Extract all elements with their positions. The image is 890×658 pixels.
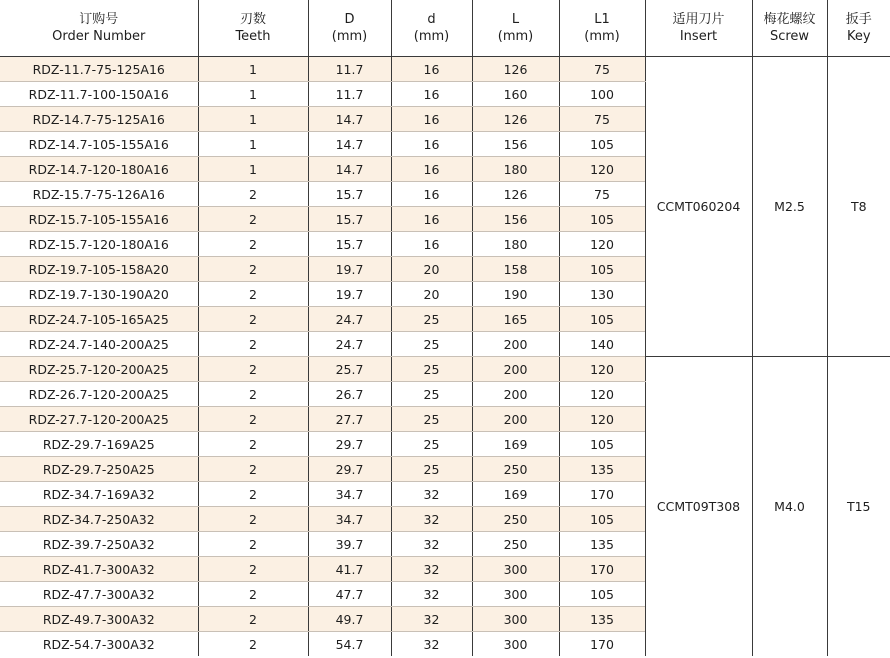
cell-L1: 135 [559, 532, 645, 557]
cell-order-number: RDZ-29.7-169A25 [0, 432, 198, 457]
cell-order-number: RDZ-19.7-130-190A20 [0, 282, 198, 307]
header-key: 扳手 Key [827, 0, 890, 57]
cell-teeth: 2 [198, 182, 308, 207]
cell-L: 200 [472, 332, 559, 357]
table-row [0, 357, 890, 382]
cell-order-number: RDZ-15.7-75-126A16 [0, 182, 198, 207]
cell-L: 300 [472, 607, 559, 632]
cell-key: T15 [827, 357, 890, 657]
cell-order-number: RDZ-27.7-120-200A25 [0, 407, 198, 432]
cell-D: 15.7 [308, 182, 391, 207]
cell-d: 32 [391, 507, 472, 532]
cell-L: 190 [472, 282, 559, 307]
header-insert: 适用刀片 Insert [645, 0, 752, 57]
cell-order-number: RDZ-34.7-169A32 [0, 482, 198, 507]
cell-L1: 105 [559, 207, 645, 232]
cell-order-number: RDZ-11.7-75-125A16 [0, 57, 198, 82]
header-teeth: 刃数 Teeth [198, 0, 308, 57]
cell-d: 25 [391, 307, 472, 332]
cell-screw: M2.5 [752, 57, 827, 357]
cell-L: 180 [472, 157, 559, 182]
cell-d: 16 [391, 82, 472, 107]
cell-L: 158 [472, 257, 559, 282]
cell-L: 250 [472, 532, 559, 557]
cell-L1: 75 [559, 57, 645, 82]
cell-teeth: 1 [198, 82, 308, 107]
cell-D: 41.7 [308, 557, 391, 582]
cell-L1: 120 [559, 157, 645, 182]
cell-d: 20 [391, 257, 472, 282]
cell-teeth: 1 [198, 132, 308, 157]
cell-teeth: 1 [198, 107, 308, 132]
cell-teeth: 2 [198, 582, 308, 607]
cell-L: 200 [472, 382, 559, 407]
cell-d: 32 [391, 632, 472, 657]
cell-D: 14.7 [308, 157, 391, 182]
cell-L: 200 [472, 357, 559, 382]
cell-L1: 105 [559, 132, 645, 157]
header-d: d (mm) [391, 0, 472, 57]
cell-order-number: RDZ-14.7-75-125A16 [0, 107, 198, 132]
cell-d: 25 [391, 357, 472, 382]
cell-L1: 105 [559, 257, 645, 282]
cell-L1: 75 [559, 182, 645, 207]
cell-D: 15.7 [308, 232, 391, 257]
cell-D: 29.7 [308, 432, 391, 457]
cell-L1: 170 [559, 482, 645, 507]
cell-d: 25 [391, 407, 472, 432]
cell-D: 47.7 [308, 582, 391, 607]
cell-L: 300 [472, 632, 559, 657]
cell-order-number: RDZ-15.7-120-180A16 [0, 232, 198, 257]
cell-D: 27.7 [308, 407, 391, 432]
cell-insert: CCMT09T308 [645, 357, 752, 657]
header-D: D (mm) [308, 0, 391, 57]
cell-L: 300 [472, 582, 559, 607]
cell-L1: 120 [559, 382, 645, 407]
cell-D: 29.7 [308, 457, 391, 482]
cell-D: 26.7 [308, 382, 391, 407]
cell-order-number: RDZ-26.7-120-200A25 [0, 382, 198, 407]
cell-L: 250 [472, 457, 559, 482]
header-screw: 梅花螺纹 Screw [752, 0, 827, 57]
cell-D: 24.7 [308, 332, 391, 357]
cell-d: 32 [391, 607, 472, 632]
cell-d: 16 [391, 182, 472, 207]
cell-L1: 140 [559, 332, 645, 357]
cell-d: 32 [391, 482, 472, 507]
cell-D: 15.7 [308, 207, 391, 232]
cell-d: 16 [391, 107, 472, 132]
cell-D: 34.7 [308, 482, 391, 507]
cell-D: 11.7 [308, 82, 391, 107]
cell-L1: 170 [559, 632, 645, 657]
header-order-number: 订购号 Order Number [0, 0, 198, 57]
cell-L: 250 [472, 507, 559, 532]
cell-L: 180 [472, 232, 559, 257]
cell-insert: CCMT060204 [645, 57, 752, 357]
cell-L: 156 [472, 207, 559, 232]
cell-teeth: 2 [198, 507, 308, 532]
cell-L1: 105 [559, 307, 645, 332]
header-L: L (mm) [472, 0, 559, 57]
cell-d: 16 [391, 207, 472, 232]
cell-order-number: RDZ-24.7-105-165A25 [0, 307, 198, 332]
cell-d: 25 [391, 332, 472, 357]
cell-L: 200 [472, 407, 559, 432]
cell-teeth: 2 [198, 357, 308, 382]
cell-teeth: 2 [198, 532, 308, 557]
cell-d: 32 [391, 582, 472, 607]
cell-L1: 105 [559, 582, 645, 607]
header-row [0, 0, 890, 57]
cell-D: 39.7 [308, 532, 391, 557]
cell-d: 32 [391, 557, 472, 582]
cell-d: 16 [391, 57, 472, 82]
cell-L1: 105 [559, 507, 645, 532]
cell-L1: 135 [559, 457, 645, 482]
cell-teeth: 2 [198, 457, 308, 482]
cell-order-number: RDZ-25.7-120-200A25 [0, 357, 198, 382]
cell-L: 169 [472, 432, 559, 457]
cell-D: 19.7 [308, 257, 391, 282]
cell-L1: 105 [559, 432, 645, 457]
cell-d: 20 [391, 282, 472, 307]
cell-teeth: 2 [198, 332, 308, 357]
cell-order-number: RDZ-14.7-120-180A16 [0, 157, 198, 182]
cell-d: 16 [391, 232, 472, 257]
cell-teeth: 2 [198, 632, 308, 657]
cell-D: 25.7 [308, 357, 391, 382]
cell-D: 14.7 [308, 132, 391, 157]
cell-L: 156 [472, 132, 559, 157]
cell-teeth: 2 [198, 557, 308, 582]
cell-teeth: 2 [198, 482, 308, 507]
cell-d: 16 [391, 157, 472, 182]
table-row [0, 57, 890, 82]
cell-D: 19.7 [308, 282, 391, 307]
cell-order-number: RDZ-54.7-300A32 [0, 632, 198, 657]
cell-d: 25 [391, 432, 472, 457]
header-L1: L1 (mm) [559, 0, 645, 57]
cell-L1: 75 [559, 107, 645, 132]
cell-order-number: RDZ-34.7-250A32 [0, 507, 198, 532]
cell-L: 126 [472, 107, 559, 132]
cell-L: 169 [472, 482, 559, 507]
cell-D: 34.7 [308, 507, 391, 532]
cell-screw: M4.0 [752, 357, 827, 657]
cell-L1: 120 [559, 407, 645, 432]
cell-L: 126 [472, 182, 559, 207]
cell-teeth: 1 [198, 57, 308, 82]
cell-teeth: 1 [198, 157, 308, 182]
cell-order-number: RDZ-39.7-250A32 [0, 532, 198, 557]
cell-L: 160 [472, 82, 559, 107]
cell-L: 126 [472, 57, 559, 82]
cell-key: T8 [827, 57, 890, 357]
cell-d: 25 [391, 382, 472, 407]
cell-order-number: RDZ-24.7-140-200A25 [0, 332, 198, 357]
cell-teeth: 2 [198, 232, 308, 257]
cell-L1: 100 [559, 82, 645, 107]
cell-teeth: 2 [198, 207, 308, 232]
cell-order-number: RDZ-41.7-300A32 [0, 557, 198, 582]
cell-D: 11.7 [308, 57, 391, 82]
cell-order-number: RDZ-15.7-105-155A16 [0, 207, 198, 232]
cell-D: 54.7 [308, 632, 391, 657]
cell-D: 14.7 [308, 107, 391, 132]
cell-teeth: 2 [198, 432, 308, 457]
cell-order-number: RDZ-29.7-250A25 [0, 457, 198, 482]
cell-teeth: 2 [198, 307, 308, 332]
cell-order-number: RDZ-49.7-300A32 [0, 607, 198, 632]
cell-order-number: RDZ-19.7-105-158A20 [0, 257, 198, 282]
cell-d: 16 [391, 132, 472, 157]
cell-D: 24.7 [308, 307, 391, 332]
cell-L1: 120 [559, 357, 645, 382]
cell-teeth: 2 [198, 282, 308, 307]
cell-order-number: RDZ-14.7-105-155A16 [0, 132, 198, 157]
cell-teeth: 2 [198, 382, 308, 407]
cell-order-number: RDZ-11.7-100-150A16 [0, 82, 198, 107]
cell-order-number: RDZ-47.7-300A32 [0, 582, 198, 607]
cell-L: 165 [472, 307, 559, 332]
cell-d: 32 [391, 532, 472, 557]
cell-D: 49.7 [308, 607, 391, 632]
cell-teeth: 2 [198, 407, 308, 432]
cell-teeth: 2 [198, 257, 308, 282]
cell-L1: 130 [559, 282, 645, 307]
cell-L1: 120 [559, 232, 645, 257]
cell-teeth: 2 [198, 607, 308, 632]
cell-L1: 170 [559, 557, 645, 582]
cell-L1: 135 [559, 607, 645, 632]
cell-L: 300 [472, 557, 559, 582]
cell-d: 25 [391, 457, 472, 482]
